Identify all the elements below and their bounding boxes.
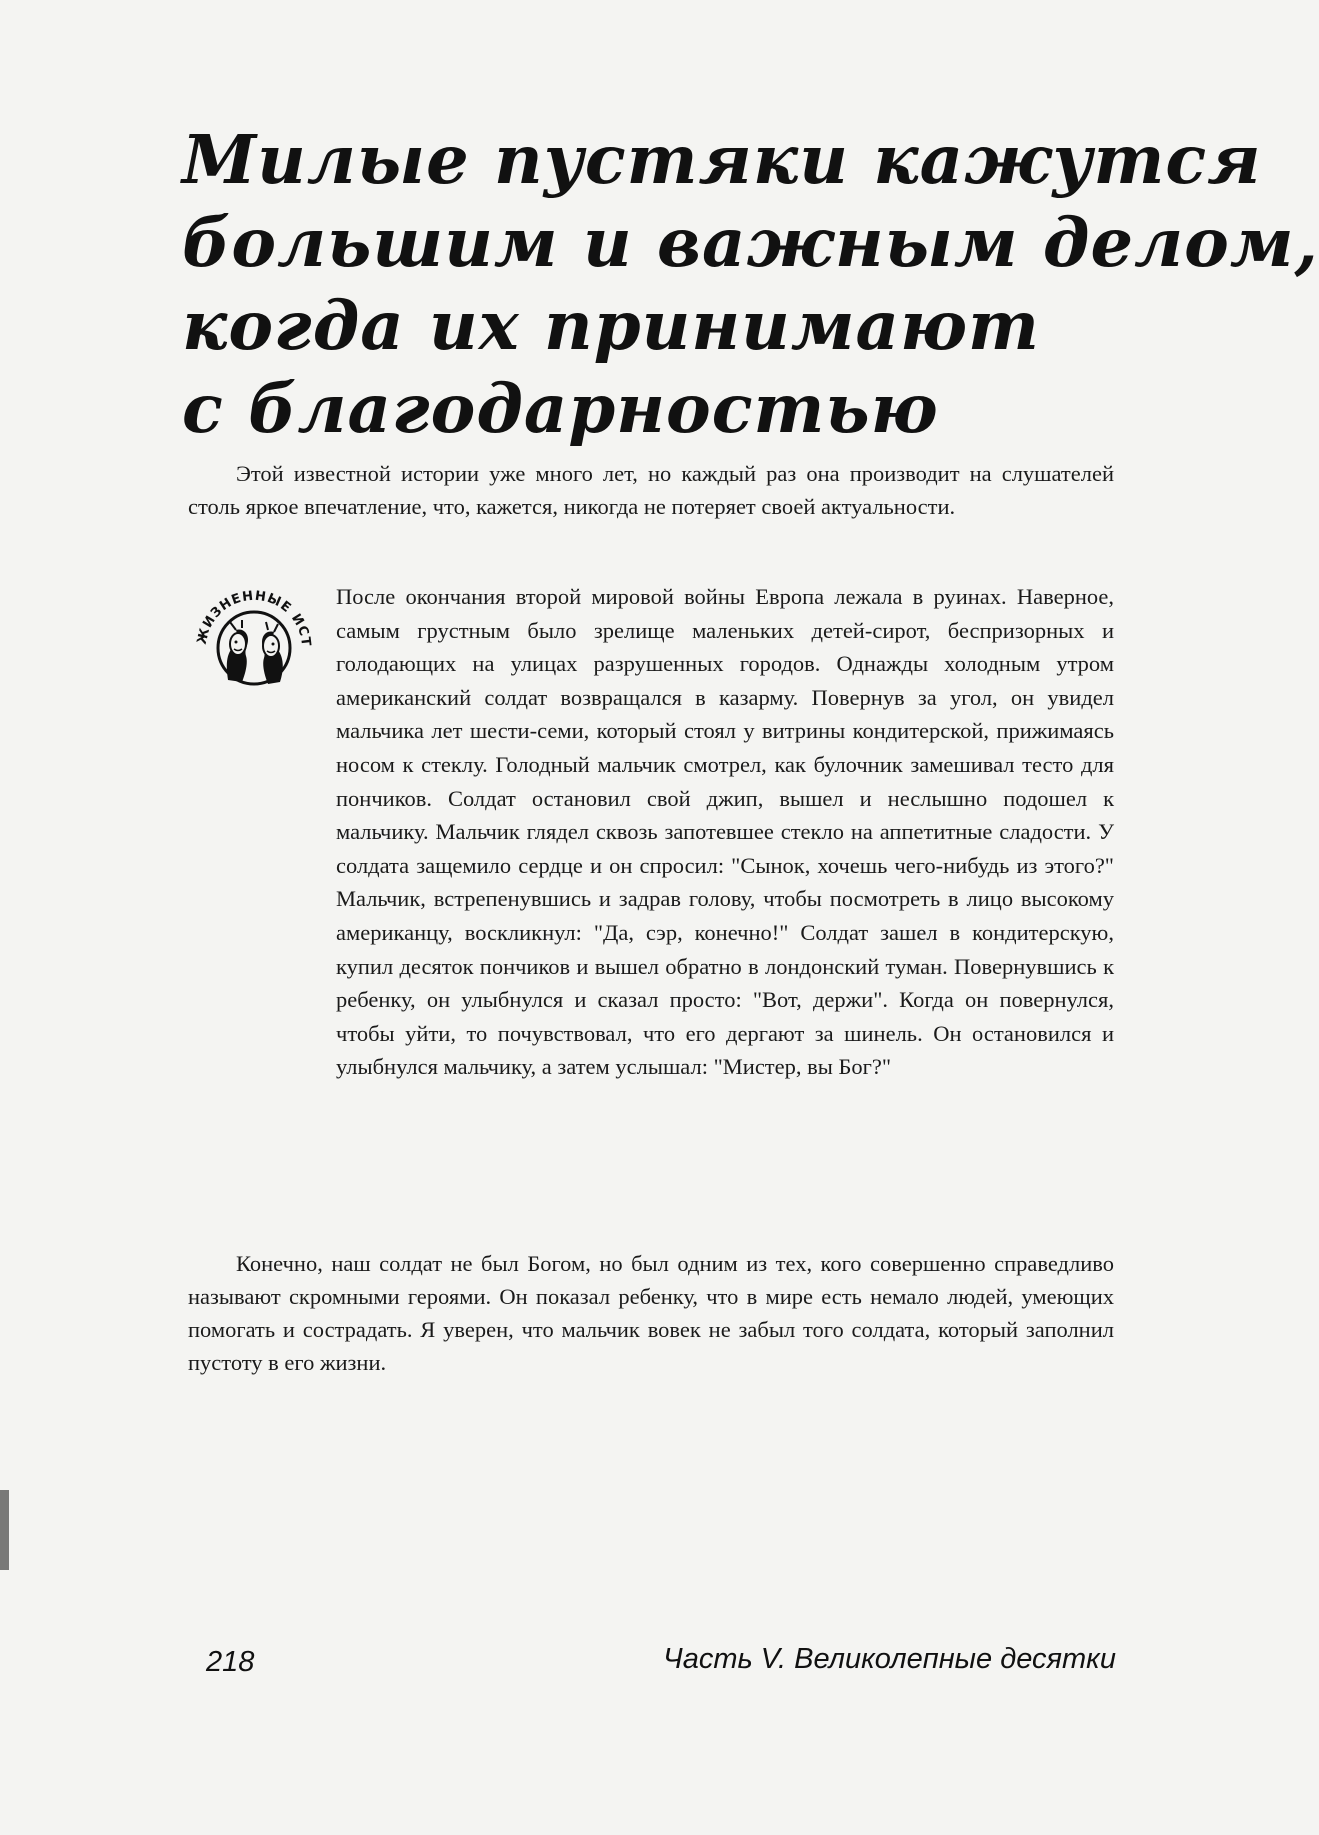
running-footer-title: Часть V. Великолепные десятки [663, 1643, 1116, 1675]
title-line: большим и важным делом, [182, 203, 1319, 282]
chapter-title [182, 118, 1319, 450]
title-line: когда их принимают [182, 286, 1040, 365]
title-line: Милые пустяки кажутся [182, 120, 1262, 199]
conclusion-paragraph: Конечно, наш солдат не был Богом, но был одним из тех, кого совершенно справедливо называют скромными героями. Он показал ребенку, что в мире есть немало людей, умеющих помогать и сострадать. Я уверен, что мальчик вовек не забыл того солдата, который заполнил пустоту в его жизни. [188, 1251, 1114, 1375]
life-stories-badge [192, 582, 316, 706]
badge-text: ЖИЗНЕННЫЕ ИСТ [194, 588, 314, 648]
two-faces-icon [192, 582, 316, 706]
page-number: 218 [206, 1646, 255, 1678]
story-paragraph: После окончания второй мировой войны Европа лежала в руинах. Наверное, самым грустным было зрелище маленьких детей-сирот, беспризорных и голодающих на улицах разрушенных городов. Однажды холодным утром американский солдат возвращался в казарму. Повернув за угол, он увидел мальчика лет шести-семи, который стоял у витрины кондитерской, прижимаясь носом к стеклу. Голодный мальчик смотрел, как булочник замешивал тесто для пончиков. Солдат остановил свой джип, вышел и неслышно подошел к мальчику. Мальчик глядел сквозь запотевшее стекло на аппетитные сладости. У солдата защемило сердце и он спросил: "Сынок, хочешь чего-нибудь из этого?" Мальчик, встрепенувшись и задрав голову, чтобы посмотреть в лицо высокому американцу, воскликнул: "Да, сэр, конечно!" Солдат зашел в кондитерскую, купил десяток пончиков и вышел обратно в лондонский туман. Повернувшись к ребенку, он улыбнулся и сказал просто: "Вот, держи". Когда он повернулся, чтобы уйти, то почувствовал, что его дергают за шинель. Он остановился и улыбнулся мальчику, а затем услышал: "Мистер, вы Бог?" [336, 584, 1114, 1080]
title-line: с благодарностью [182, 369, 939, 448]
intro-paragraph: Этой известной истории уже много лет, но каждый раз она производит на слушателей столь яркое впечатление, что, кажется, никогда не потеряет своей актуальности. [188, 461, 1114, 519]
scan-edge-mark [0, 1490, 9, 1570]
